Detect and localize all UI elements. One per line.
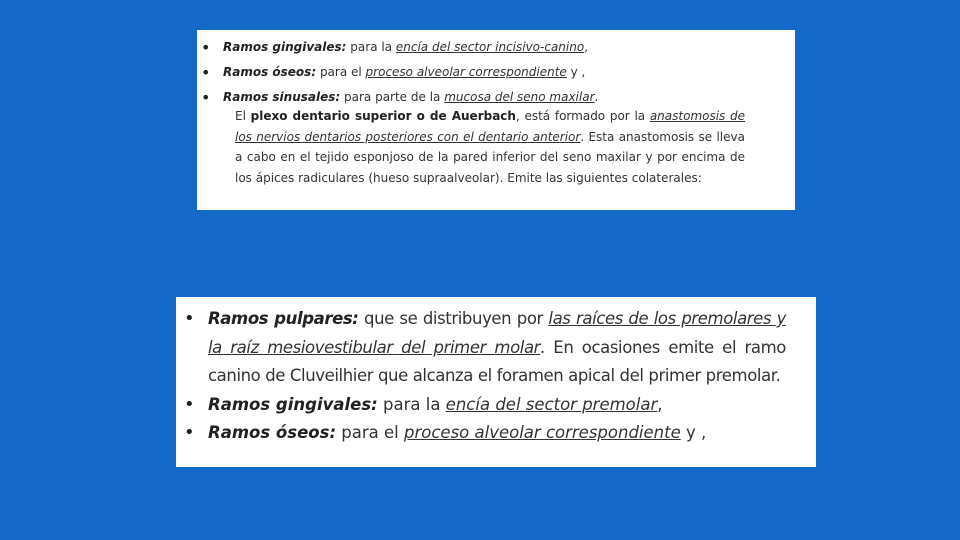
underlined-text: proceso alveolar correspondiente xyxy=(404,423,681,442)
underlined-text: las raíces de los premolares y la raíz mesiovestibular del primer molar xyxy=(208,309,786,357)
term-label: Ramos gingivales: xyxy=(208,394,378,414)
top-text-card xyxy=(197,30,795,210)
list-item-ramos-gingivales xyxy=(184,391,786,420)
term-label: Ramos gingivales: xyxy=(223,40,347,54)
item-text: , xyxy=(584,40,589,54)
item-text: . En ocasiones emite el ramo canino de Cluveilhier que alcanza el foramen apical del primer premolar. xyxy=(208,337,786,385)
item-text: para la xyxy=(377,394,446,414)
list-item-ramos-oseos xyxy=(201,60,745,85)
plexo-paragraph xyxy=(235,106,745,188)
list-item-ramos-sinusales xyxy=(201,85,745,110)
bullet-icon: • xyxy=(201,38,211,57)
term-label: Ramos óseos: xyxy=(223,65,317,79)
item-text: y , xyxy=(566,65,586,79)
item-text: y , xyxy=(680,423,707,442)
item-text: . xyxy=(594,90,599,104)
list-item-ramos-gingivales xyxy=(201,35,745,60)
bullet-icon: • xyxy=(184,393,195,415)
item-text: para el xyxy=(316,65,366,79)
underlined-text: proceso alveolar correspondiente xyxy=(365,65,567,79)
item-text: para la xyxy=(346,40,396,54)
term-label: Ramos pulpares: xyxy=(208,309,359,328)
bullet-icon: • xyxy=(184,422,195,443)
underlined-text: encía del sector premolar xyxy=(445,394,658,414)
bullet-icon: • xyxy=(201,63,211,82)
item-text: para parte de la xyxy=(340,90,445,104)
bullet-icon: • xyxy=(201,88,211,107)
list-item-ramos-pulpares xyxy=(184,305,786,391)
item-text: que se distribuyen por xyxy=(358,309,549,328)
term-label: Ramos óseos: xyxy=(208,423,337,442)
underlined-text: mucosa del seno maxilar xyxy=(444,90,595,104)
paragraph-text: El xyxy=(235,109,251,123)
list-item-ramos-oseos xyxy=(184,419,786,448)
paragraph-text: . Esta anastomosis se lleva a cabo en el tejido esponjoso de la pared inferior del seno maxilar y por encima de los ápices radiculares (hueso supraalveolar). Emite las siguientes colaterales: xyxy=(235,129,745,185)
bold-term: plexo dentario superior o de Auerbach xyxy=(250,109,516,123)
underlined-text: encía del sector incisivo-canino xyxy=(395,40,585,54)
term-label: Ramos sinusales: xyxy=(223,90,341,104)
item-text: para el xyxy=(336,423,404,442)
bottom-text-card xyxy=(176,297,816,467)
paragraph-text: , está formado por la xyxy=(515,109,650,123)
bullet-icon: • xyxy=(184,308,195,329)
item-text: , xyxy=(657,394,663,414)
underlined-text: anastomosis de los nervios dentarios posteriores con el dentario anterior xyxy=(235,109,746,144)
